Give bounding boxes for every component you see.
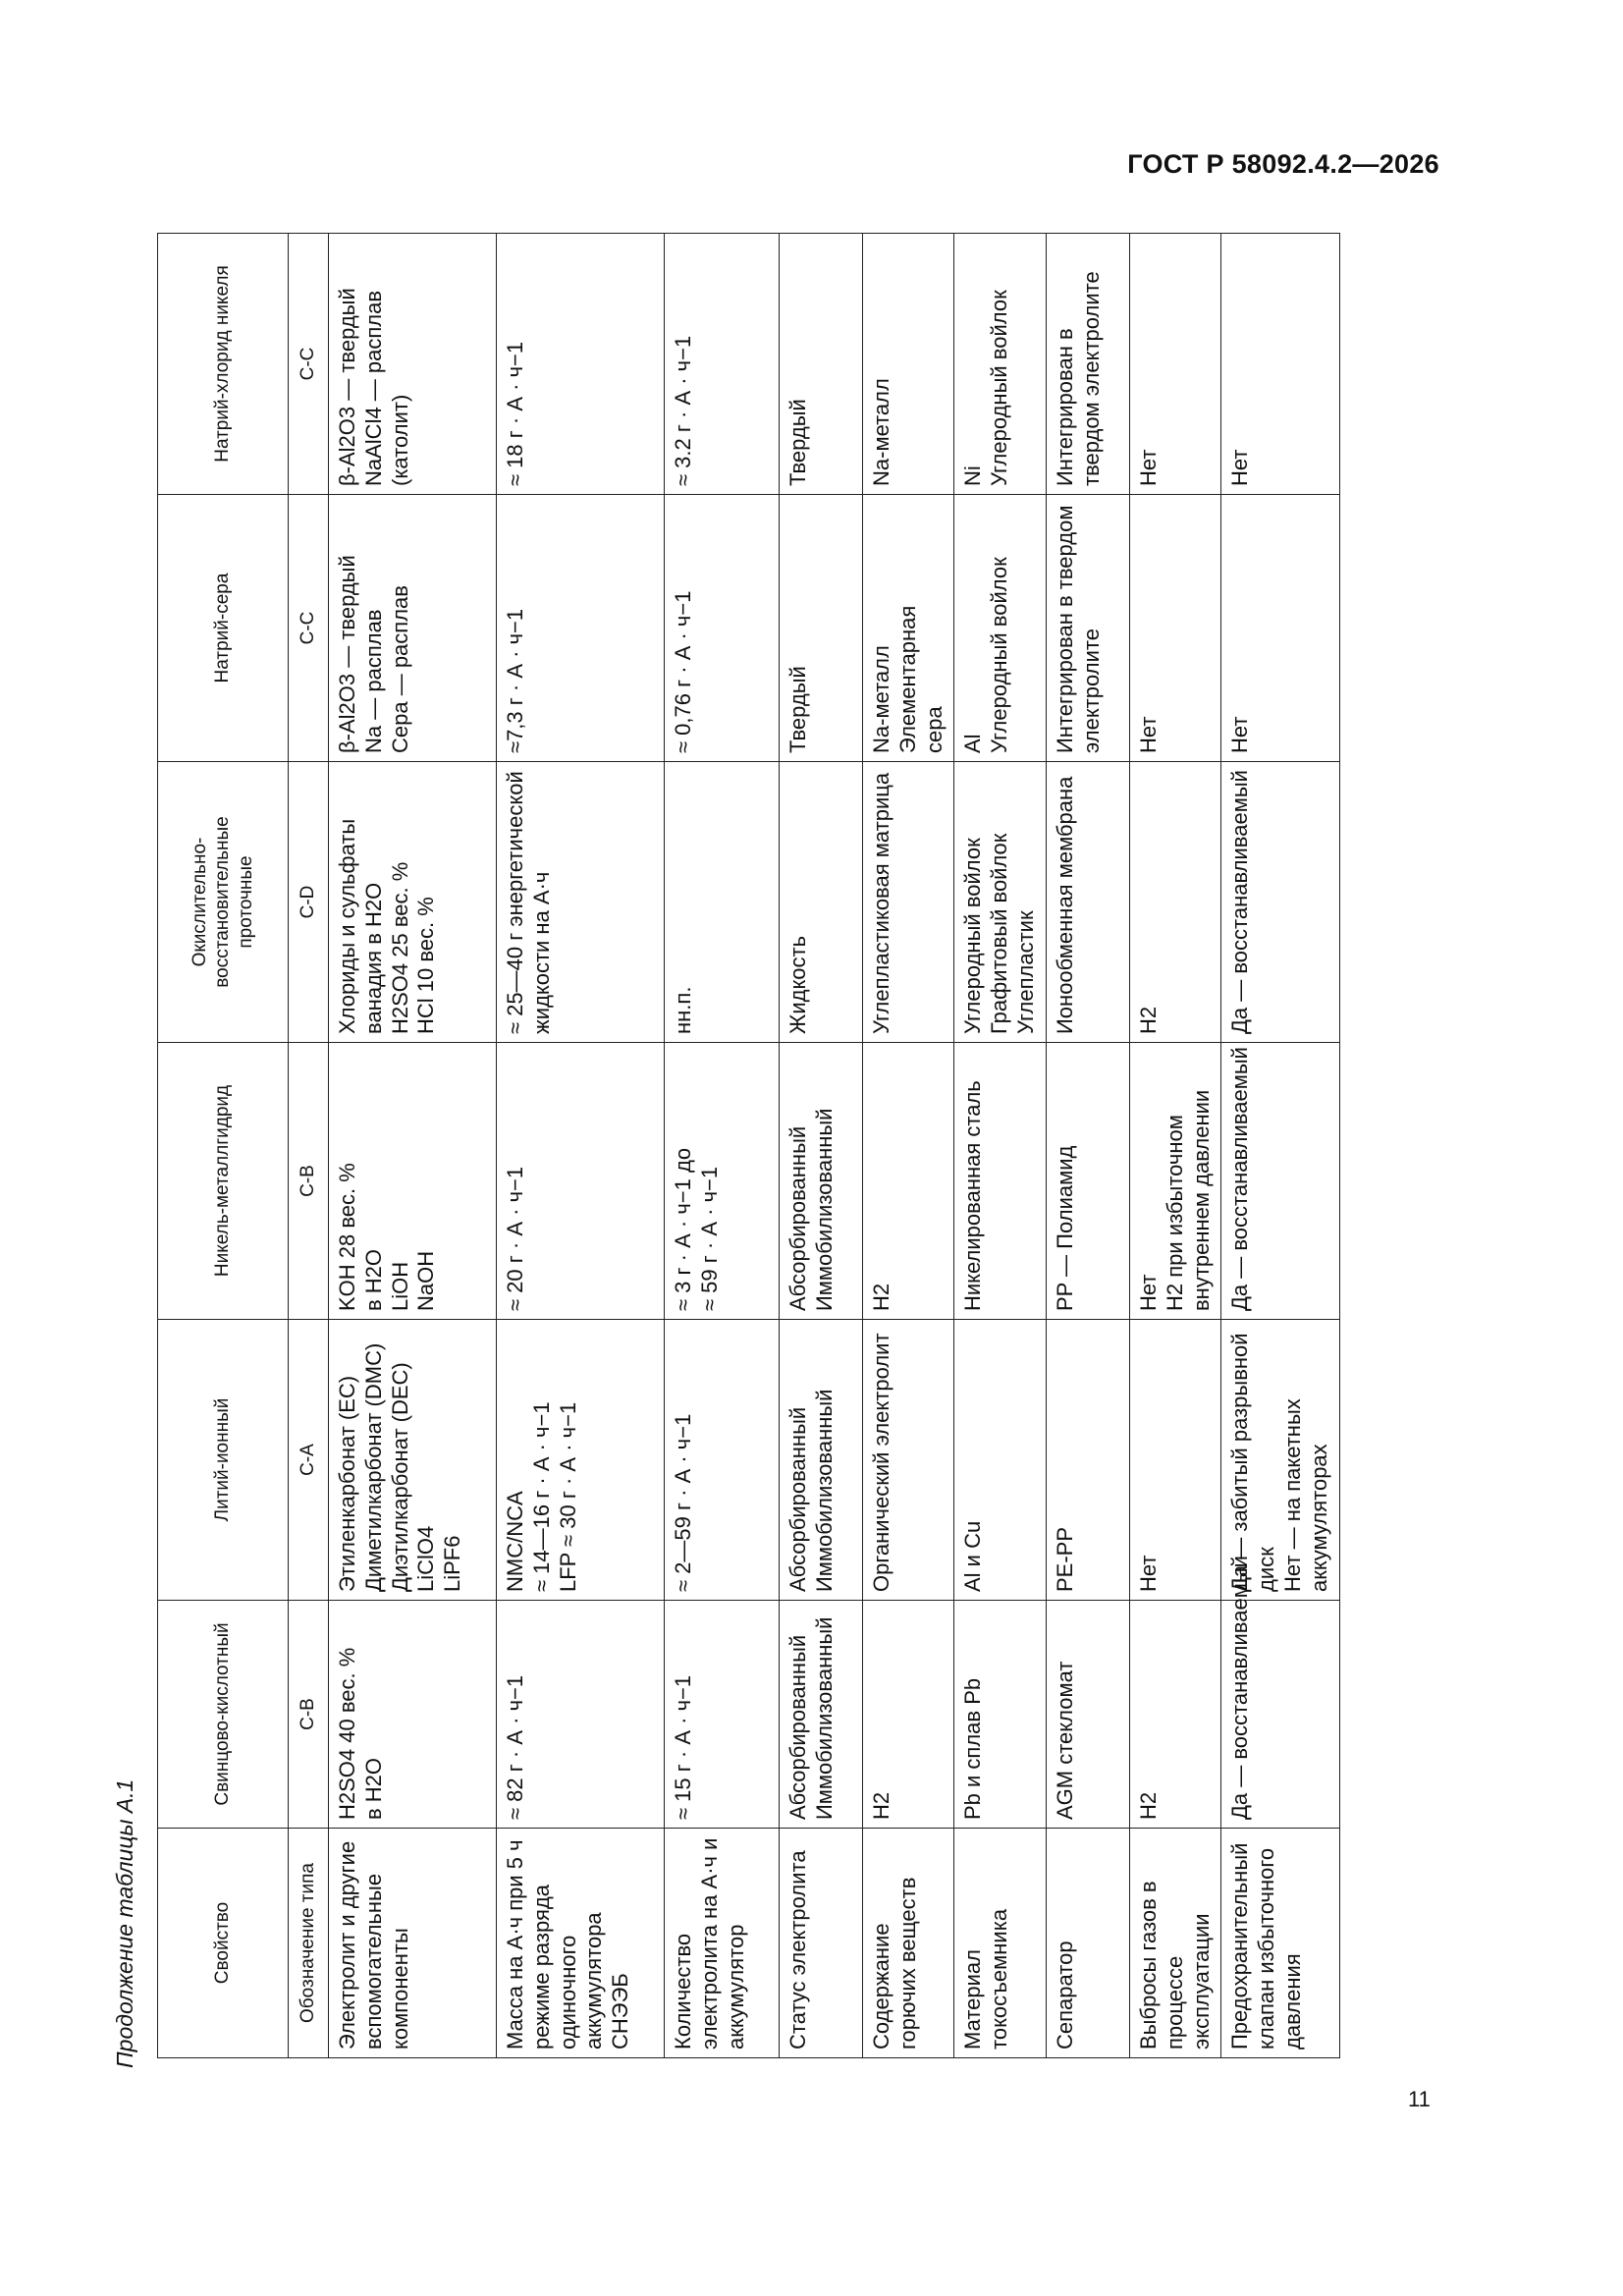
property-name-cell: Предохранительный клапан избыточного давления [1221, 1829, 1339, 2058]
cell-line: LiClO4 [413, 1525, 439, 1592]
cell-line: Na-металл [869, 378, 893, 486]
value-cell [1221, 234, 1339, 495]
table-row [497, 234, 665, 2058]
column-header: Свинцово-кислотный [158, 1601, 289, 1829]
value-cell [497, 495, 665, 762]
cell-line: β-Al2O3 — твердый [335, 555, 359, 753]
cell-line: Интегрирован в твердом электролите [1052, 505, 1104, 753]
value-cell [954, 1043, 1046, 1320]
cell-line: Al и Cu [960, 1520, 986, 1592]
property-name-cell: Электролит и другие вспомогательные компоненты [329, 1829, 497, 2058]
table-continuation-caption: Продолжение таблицы А.1 [112, 1778, 137, 2068]
cell-line: Иммобилизованный [811, 1389, 837, 1592]
value-cell [665, 1601, 780, 1829]
cell-line: в H2O [360, 1757, 386, 1820]
column-header: Натрий-сера [158, 495, 289, 762]
cell-line: Ni [960, 465, 986, 486]
cell-line: Да — восстанавливаемый [1227, 1047, 1253, 1311]
type-designation-label: Обозначение типа [289, 1829, 329, 2058]
value-cell [780, 1043, 863, 1320]
cell-line: Нет [1227, 716, 1253, 753]
table-row [954, 234, 1046, 2058]
type-code: C-C [289, 234, 329, 495]
type-designation-row [289, 234, 329, 2058]
battery-properties-table [157, 233, 1340, 2058]
value-cell [780, 1601, 863, 1829]
value-cell [329, 1320, 497, 1601]
value-cell [1046, 1043, 1129, 1320]
value-cell [1221, 762, 1339, 1043]
value-cell [497, 762, 665, 1043]
cell-line: Хлориды и сульфаты ванадия в H2O [335, 818, 386, 1034]
property-name-cell: Выбросы газов в процессе эксплуатации [1129, 1829, 1220, 2058]
column-header: Окислительно-восстановительные проточные [158, 762, 289, 1043]
cell-line: Na-металл [869, 645, 893, 753]
cell-line: (католит) [387, 394, 412, 486]
cell-line: Абсорбированный [785, 1634, 810, 1820]
cell-line: Нет [1227, 449, 1253, 486]
cell-line: Элементарная [894, 605, 920, 753]
cell-line: Pb и сплав Pb [960, 1677, 986, 1820]
cell-line: LFP ≈ 30 г · А · ч−1 [555, 1401, 580, 1592]
column-header: Свойство [158, 1829, 289, 2058]
cell-line: ≈ 14—16 г · А · ч−1 [528, 1401, 554, 1592]
type-code: C-A [289, 1320, 329, 1601]
cell-line: β-Al2O3 — твердый [335, 288, 359, 486]
cell-line: Интегрирован в твердом электролите [1052, 271, 1104, 486]
type-code: C-D [289, 762, 329, 1043]
cell-line: H2 [1135, 1006, 1161, 1034]
cell-line: LiPF6 [440, 1535, 465, 1592]
property-name-cell: Содержание горючих веществ [863, 1829, 954, 2058]
cell-line: Диметилкарбонат (DMC) [360, 1342, 386, 1592]
value-cell [1129, 1320, 1220, 1601]
cell-line: Нет — на пакетных аккумуляторах [1280, 1398, 1331, 1592]
value-cell [497, 1043, 665, 1320]
value-cell [1221, 1043, 1339, 1320]
value-cell [1129, 762, 1220, 1043]
value-cell [1046, 1601, 1129, 1829]
value-cell [497, 1601, 665, 1829]
value-cell [780, 1320, 863, 1601]
value-cell [665, 495, 780, 762]
cell-line: Иммобилизованный [811, 1616, 837, 1820]
property-name-cell: Материал токосъемника [954, 1829, 1046, 2058]
cell-line: Жидкость [785, 935, 810, 1034]
cell-line: Ионообменная мембрана [1052, 776, 1077, 1034]
cell-line: Диэтилкарбонат (DEC) [387, 1362, 412, 1592]
value-cell [780, 495, 863, 762]
cell-line: Да — восстанавливаемый [1227, 1556, 1253, 1820]
cell-line: ≈ 15 г · А · ч−1 [671, 1674, 695, 1820]
cell-line: Na — расплав [360, 609, 386, 753]
cell-line: Абсорбированный [785, 1406, 810, 1592]
value-cell [329, 762, 497, 1043]
cell-line: Твердый [785, 666, 810, 753]
cell-line: ≈ 59 г · А · ч−1 [696, 1166, 722, 1311]
type-code: C-C [289, 495, 329, 762]
cell-line: Нет [1135, 716, 1161, 753]
cell-line: Нет [1135, 1555, 1161, 1592]
value-cell [954, 1601, 1046, 1829]
cell-line: ≈ 3.2 г · А · ч−1 [671, 335, 695, 486]
cell-line: PP — Полиамид [1052, 1145, 1077, 1311]
cell-line: Твердый [785, 399, 810, 486]
cell-line: Никелированная сталь [960, 1080, 986, 1311]
value-cell [1046, 495, 1129, 762]
table-row [665, 234, 780, 2058]
value-cell [1221, 495, 1339, 762]
value-cell [863, 762, 954, 1043]
cell-line: Органический электролит [869, 1333, 893, 1592]
cell-line: Al [960, 734, 986, 753]
cell-line: нн.п. [671, 986, 695, 1034]
cell-line: в H2O [360, 1248, 386, 1311]
value-cell [665, 234, 780, 495]
value-cell [780, 234, 863, 495]
column-header: Литий-ионный [158, 1320, 289, 1601]
property-name-cell: Количество электролита на А·ч и аккумулятор [665, 1829, 780, 2058]
cell-line: KOH 28 вес. % [335, 1163, 359, 1311]
page-number: 11 [1408, 2087, 1431, 2111]
cell-line: H2 [869, 1791, 893, 1820]
cell-line: сера [921, 706, 947, 753]
cell-line: ≈7,3 г · А · ч−1 [503, 608, 527, 753]
value-cell [954, 1320, 1046, 1601]
value-cell [780, 762, 863, 1043]
property-name-cell: Статус электролита [780, 1829, 863, 2058]
cell-line: Сера — расплав [387, 585, 412, 753]
value-cell [1129, 1043, 1220, 1320]
cell-line: Углепластик [1013, 910, 1039, 1034]
type-code: C-B [289, 1601, 329, 1829]
table-row [1046, 234, 1129, 2058]
table-body [329, 234, 1340, 2058]
value-cell [1129, 495, 1220, 762]
cell-line: Иммобилизованный [811, 1108, 837, 1311]
cell-line: ≈ 18 г · А · ч−1 [503, 341, 527, 486]
value-cell [1046, 234, 1129, 495]
cell-line: PE-PP [1052, 1526, 1077, 1592]
value-cell [1221, 1556, 1339, 1829]
value-cell [863, 1320, 954, 1601]
cell-line: Углеродный войлок [960, 838, 986, 1034]
value-cell [665, 1320, 780, 1601]
cell-line: ≈ 20 г · А · ч−1 [503, 1166, 527, 1311]
value-cell [329, 234, 497, 495]
value-cell [1129, 1601, 1220, 1829]
property-name-cell: Масса на А·ч при 5 ч режиме разряда одиночного аккумулятора СНЭЭБ [497, 1829, 665, 2058]
table-row [329, 234, 497, 2058]
cell-line: ≈ 0,76 г · А · ч−1 [671, 590, 695, 753]
cell-line: H2SO4 25 вес. % [387, 861, 412, 1034]
cell-line: Этиленкарбонат (EC) [335, 1375, 359, 1592]
value-cell [1046, 1320, 1129, 1601]
cell-line: LiOH [387, 1261, 412, 1311]
cell-line: Углеродный войлок [987, 290, 1012, 486]
rotated-table-area [105, 234, 1406, 2070]
document-code: ГОСТ Р 58092.4.2—2026 [1127, 149, 1439, 179]
value-cell [954, 762, 1046, 1043]
value-cell [497, 1320, 665, 1601]
cell-line: ≈ 25—40 г энергетической жидкости на А·ч [503, 771, 554, 1034]
cell-line: H2 при избыточном внутреннем давлении [1162, 1089, 1214, 1311]
cell-line: NaOH [413, 1250, 439, 1311]
table-row [780, 234, 863, 2058]
cell-line: ≈ 3 г · А · ч−1 до [671, 1147, 695, 1311]
value-cell [1046, 762, 1129, 1043]
cell-line: Да — забитый разрывной диск [1227, 1333, 1279, 1592]
table-row [1129, 234, 1220, 2058]
column-header: Натрий-хлорид никеля [158, 234, 289, 495]
value-cell [497, 234, 665, 495]
cell-line: H2 [869, 1283, 893, 1311]
value-cell [329, 1043, 497, 1320]
value-cell [863, 234, 954, 495]
cell-line: Абсорбированный [785, 1125, 810, 1311]
value-cell [1129, 234, 1220, 495]
cell-line: H2 [1135, 1791, 1161, 1820]
property-name-cell: Сепаратор [1046, 1829, 1129, 2058]
column-header: Никель-металлгидрид [158, 1043, 289, 1320]
cell-line: ≈ 82 г · А · ч−1 [503, 1674, 527, 1820]
value-cell [665, 762, 780, 1043]
value-cell [863, 1043, 954, 1320]
type-code: C-B [289, 1043, 329, 1320]
cell-line: AGM стекломат [1052, 1661, 1077, 1820]
cell-line: Нет [1135, 449, 1161, 486]
value-cell [954, 234, 1046, 495]
value-cell [1221, 1320, 1339, 1601]
cell-line: Нет [1135, 1274, 1161, 1311]
value-cell [863, 495, 954, 762]
cell-line: Углепластиковая матрица [869, 772, 893, 1034]
value-cell [665, 1043, 780, 1320]
table-header-row [158, 234, 289, 2058]
table-row [1221, 234, 1339, 2058]
table-row [863, 234, 954, 2058]
cell-line: Да — восстанавливаемый [1227, 770, 1253, 1034]
cell-line: Углеродный войлок [987, 557, 1012, 753]
cell-line: HCl 10 вес. % [413, 897, 439, 1034]
cell-line: ≈ 2—59 г · А · ч−1 [671, 1413, 695, 1592]
cell-line: NaAlCl4 — расплав [360, 290, 386, 486]
value-cell [863, 1601, 954, 1829]
cell-line: H2SO4 40 вес. % [335, 1647, 359, 1820]
value-cell [954, 495, 1046, 762]
value-cell [329, 495, 497, 762]
cell-line: NMC/NCA [503, 1491, 527, 1592]
cell-line: Графитовый войлок [987, 833, 1012, 1034]
value-cell [329, 1601, 497, 1829]
